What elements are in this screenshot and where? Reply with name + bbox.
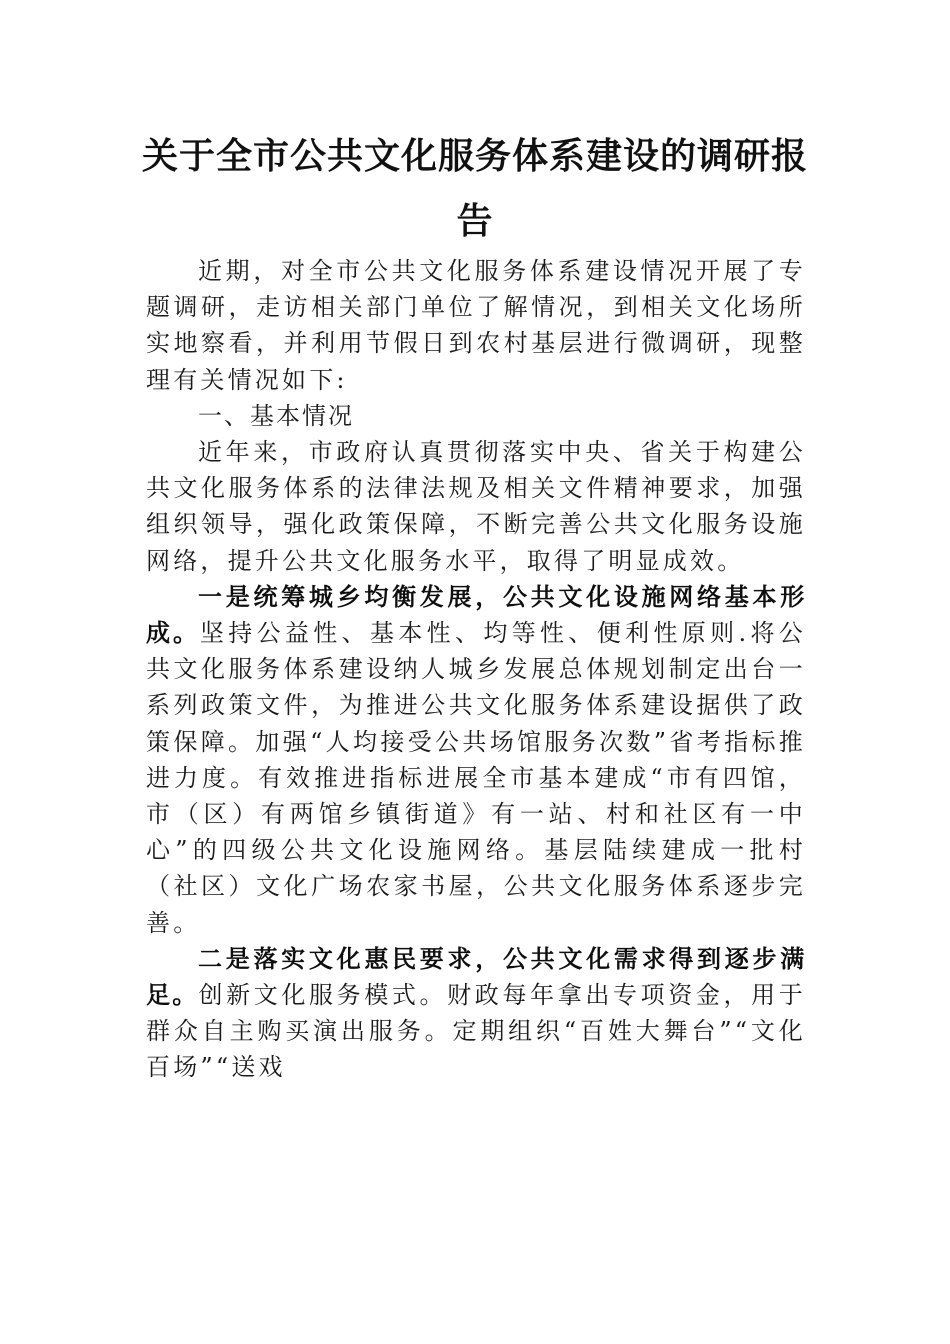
document-body [146,253,806,1086]
section-heading-basic-situation: 一、基本情况 [198,401,354,430]
intro-paragraph: 近期，对全市公共文化服务体系建设情况开展了专题调研，走访相关部门单位了解情况，到相关文化场所实地察看，并利用节假日到农村基层进行微调研，现整理有关情况如下: [146,257,806,394]
point-one-paragraph [146,579,806,941]
point-one-lead: 一是统筹城乡均衡发展，公共文化设施网络基本形成。 [146,581,806,648]
point-two-text: 创新文化服务模式。财政每年拿出专项资金，用于群众自主购买演出服务。定期组织“百姓大舞台”“文化百场”“送戏 [146,981,806,1082]
document-title-line-2: 告 [456,200,494,242]
point-one-text: 坚持公益性、基本性、均等性、便利性原则.将公共文化服务体系建设纳人城乡发展总体规划制定出台一系列政策文件，为推进公共文化服务体系建设据供了政策保障。加强“人均接受公共场馆服务次数”省考指标推进力度。有效推进指标进展全市基本建成“市有四馆，市（区）有两馆乡镇街道》有一站、村和社区有一中心”的四级公共文化设施网络。基层陆续建成一批村（社区）文化广场农家书屋，公共文化服务体系逐步完善。 [146,619,807,937]
document-title-line-1: 关于全市公共文化服务体系建设的调研报 [141,135,808,177]
point-two-paragraph [146,941,806,1086]
point-two-lead: 二是落实文化惠民要求，公共文化需求得到逐步满足。 [146,943,806,1010]
basic-situation-paragraph: 近年来，市政府认真贯彻落实中央、省关于构建公共文化服务体系的法律法规及相关文件精神要求，加强组织领导，强化政策保障，不断完善公共文化服务设施网络，提升公共文化服务水平，取得了明显成效。 [146,438,806,575]
